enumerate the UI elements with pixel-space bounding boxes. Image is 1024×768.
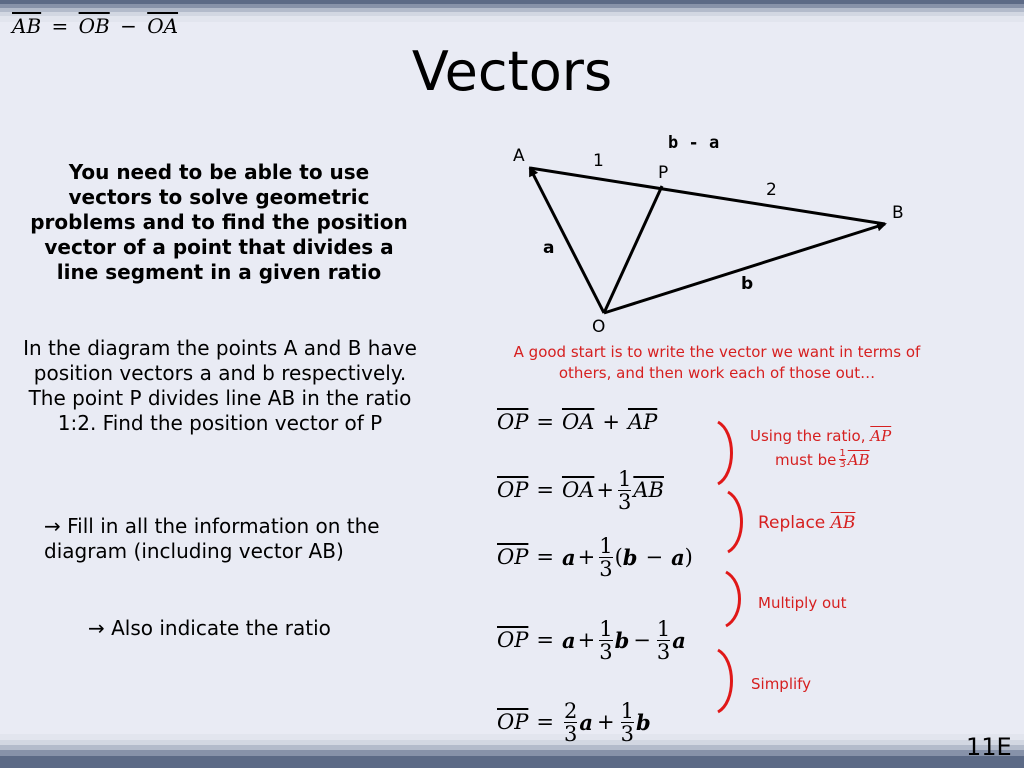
line-o-to-a [530,168,604,313]
vec-ab: $\overline{AB}$ [830,513,856,533]
equals-sign: = [536,410,554,434]
vector-a: a [671,544,685,570]
point-o-label: O [592,317,606,337]
equation-5 [497,698,651,746]
denominator: 3 [617,489,632,514]
equation-4 [497,616,686,664]
task-fill-in [44,514,424,564]
slide-code: 11E [966,733,1012,761]
vec-oa: $\overline{OA}$ [147,14,179,38]
numerator: 1 [656,616,671,641]
fraction-one-third [657,618,670,663]
denominator: 3 [599,556,613,581]
vec-oa: $\overline{OA}$ [561,410,595,434]
numerator: 2 [563,698,578,723]
numerator: 1 [620,698,634,723]
arrow-icon: → [44,514,61,538]
denominator: 3 [839,459,846,470]
annotation-simplify: Simplify [751,675,812,693]
vector-b-label: b [741,274,754,294]
brace-3 [726,572,740,626]
task-ratio [88,616,331,641]
equation-3 [497,533,693,581]
question-text: In the diagram the points A and B have position vectors a and b respectively. The point P divides line AB in the ratio 1:2. Find the position vector of P [23,336,417,435]
task-fill-in-text: Fill in all the information on the diagram (including vector AB) [44,514,380,563]
vector-a: a [672,627,686,653]
equals-sign: = [536,478,554,502]
line-o-to-b [604,224,885,313]
denominator: 3 [656,639,671,664]
plus-sign: + [596,710,615,734]
brace-2 [728,492,742,552]
line-a-to-b [530,168,885,224]
vec-op: $\overline{OP}$ [497,710,529,734]
arrow-icon: → [88,616,105,640]
b-minus-a-label: b - a [668,133,720,153]
denominator: 3 [563,721,578,746]
minus-sign: − [120,14,137,38]
vec-ab: $\overline{AB}$ [847,450,870,469]
fraction-one-third [599,618,612,663]
brace-1 [718,422,732,484]
brace-4 [718,650,732,712]
point-p-label: P [658,163,669,183]
plus-sign: + [602,410,620,434]
hint-text: A good start is to write the vector we want in terms of others, and then work each of those out… [513,343,921,382]
numerator: 1 [599,616,613,641]
vector-a: a [561,627,576,653]
header-formula [12,14,178,38]
annotation-multiply: Multiply out [758,594,847,612]
fraction-one-third [621,700,634,745]
plus-sign: + [577,628,596,652]
fraction-one-third [599,535,612,580]
line-o-to-p [604,186,662,313]
vec-ap: $\overline{AP}$ [627,410,658,434]
minus-sign: − [633,628,651,652]
vector-b: b [622,544,638,570]
annotation-ratio-text: Using the ratio, [750,427,866,445]
vec-ab: $\overline{AB}$ [12,14,42,38]
vector-a-label: a [543,238,555,258]
vec-ap: $\overline{AP}$ [870,427,892,445]
vec-op: $\overline{OP}$ [497,410,529,434]
task-ratio-text: Also indicate the ratio [111,616,331,640]
vec-op: $\overline{OP}$ [497,545,529,569]
vector-b: b [614,627,630,653]
minus-sign: − [645,545,664,569]
vector-a: a [561,544,576,570]
vector-b: b [635,709,651,735]
equals-sign: = [536,545,554,569]
equals-sign: = [51,14,69,38]
numerator: 1 [839,448,846,459]
equals-sign: = [536,710,554,734]
vec-oa: $\overline{OA}$ [561,478,595,502]
vec-op: $\overline{OP}$ [497,478,529,502]
equation-1 [497,398,657,446]
vector-a: a [579,709,593,735]
intro-text: You need to be able to use vectors to solve geometric problems and to find the position vector of a point that divides a line segment in a given ratio [30,160,408,284]
equation-2 [497,466,664,514]
vec-ab: $\overline{AB}$ [633,478,664,502]
equals-sign: = [536,628,554,652]
page-title: Vectors [411,40,613,103]
ratio-two-label: 2 [766,180,777,200]
fraction-one-third [618,468,631,513]
vec-ob: $\overline{OB}$ [78,14,110,38]
fraction-one-third [839,449,845,470]
plus-sign: + [596,478,614,502]
annotation-ratio [750,427,891,445]
numerator: 1 [599,533,613,558]
plus-sign: + [577,545,596,569]
left-paren: ( [614,545,623,569]
point-a-label: A [513,146,525,166]
point-b-label: B [892,203,904,223]
numerator: 1 [617,466,632,491]
annotation-replace [758,513,855,533]
fraction-two-thirds [564,700,577,745]
annotation-must-be [775,449,870,470]
ratio-one-label: 1 [593,151,604,171]
annotation-must-be-text: must be [775,450,837,469]
right-paren: ) [684,545,693,569]
denominator: 3 [599,639,613,664]
denominator: 3 [620,721,634,746]
annotation-braces [700,410,760,720]
vec-op: $\overline{OP}$ [497,628,529,652]
annotation-replace-text: Replace [758,513,826,533]
